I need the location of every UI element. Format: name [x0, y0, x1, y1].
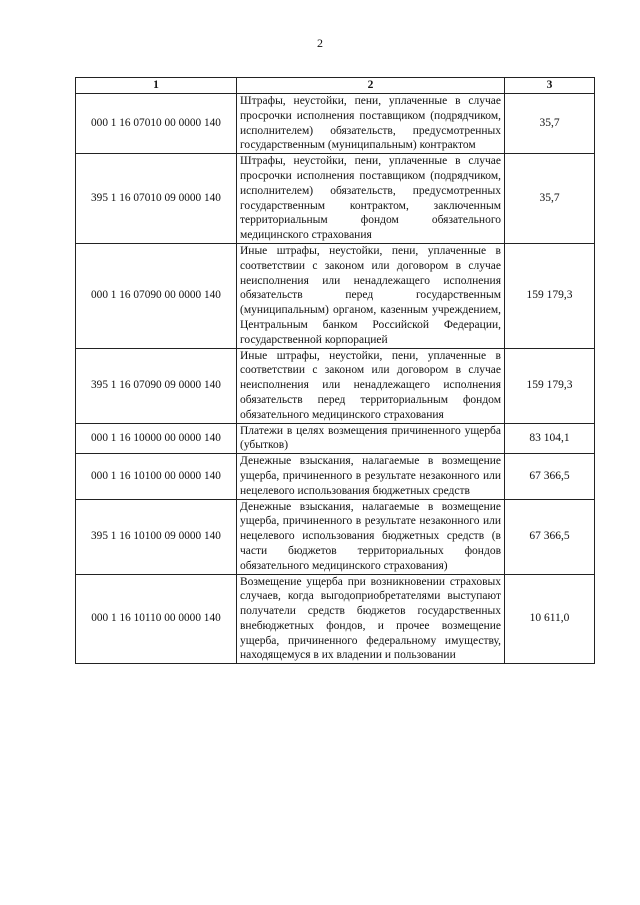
revenue-code: 000 1 16 10100 00 0000 140 [76, 454, 237, 499]
revenue-amount: 159 179,3 [505, 243, 595, 348]
table-row [76, 154, 595, 244]
table-row [76, 348, 595, 423]
revenue-name: Иные штрафы, неустойки, пени, уплаченные в соответствии с законом или договором в случае неисполнения или ненадлежащего исполнения обязательств перед государственным (муниципальным) органом, казенным учреждением, Центральным банком Российской Федерации, государственной корпорацией [237, 243, 505, 348]
table-row [76, 243, 595, 348]
revenue-name: Денежные взыскания, налагаемые в возмещение ущерба, причиненного в результате незаконного или нецелевого использования бюджетных средств (в части бюджетов территориальных фондов обязательного медицинского страхования) [237, 499, 505, 574]
table-row [76, 94, 595, 154]
table-row [76, 499, 595, 574]
revenue-code: 395 1 16 10100 09 0000 140 [76, 499, 237, 574]
revenue-amount: 35,7 [505, 154, 595, 244]
revenue-name: Возмещение ущерба при возникновении страховых случаев, когда выгодоприобретателями выступают получатели средств бюджетов государственных внебюджетных фондов, и прочее возмещение ущерба, причиненного федеральному имуществу, находящемуся в их владении и пользовании [237, 574, 505, 664]
revenue-name: Платежи в целях возмещения причиненного ущерба (убытков) [237, 423, 505, 454]
revenue-code: 000 1 16 10110 00 0000 140 [76, 574, 237, 664]
revenue-amount: 35,7 [505, 94, 595, 154]
revenue-name: Денежные взыскания, налагаемые в возмещение ущерба, причиненного в результате незаконного или нецелевого использования бюджетных средств [237, 454, 505, 499]
page-number: 2 [317, 36, 323, 50]
budget-revenue-table [75, 77, 595, 664]
header-column-3: 3 [505, 78, 595, 94]
header-column-2: 2 [237, 78, 505, 94]
revenue-code: 395 1 16 07010 09 0000 140 [76, 154, 237, 244]
table-row [76, 423, 595, 454]
table-row [76, 574, 595, 664]
revenue-name: Штрафы, неустойки, пени, уплаченные в случае просрочки исполнения поставщиком (подрядчиком, исполнителем) обязательств, предусмотренных государственным (муниципальным) контрактом [237, 94, 505, 154]
revenue-code: 000 1 16 07010 00 0000 140 [76, 94, 237, 154]
revenue-code: 000 1 16 07090 00 0000 140 [76, 243, 237, 348]
revenue-amount: 10 611,0 [505, 574, 595, 664]
revenue-amount: 159 179,3 [505, 348, 595, 423]
revenue-code: 000 1 16 10000 00 0000 140 [76, 423, 237, 454]
table-header-row [76, 78, 595, 94]
revenue-name: Иные штрафы, неустойки, пени, уплаченные в соответствии с законом или договором в случае неисполнения или ненадлежащего исполнения обязательств перед территориальным фондом обязательного медицинского страхования [237, 348, 505, 423]
revenue-code: 395 1 16 07090 09 0000 140 [76, 348, 237, 423]
revenue-amount: 67 366,5 [505, 499, 595, 574]
header-column-1: 1 [76, 78, 237, 94]
table-row [76, 454, 595, 499]
revenue-amount: 67 366,5 [505, 454, 595, 499]
revenue-amount: 83 104,1 [505, 423, 595, 454]
revenue-name: Штрафы, неустойки, пени, уплаченные в случае просрочки исполнения поставщиком (подрядчиком, исполнителем) обязательств, предусмотренных государственным контрактом, заключенным территориальным фондом обязательного медицинского страхования [237, 154, 505, 244]
